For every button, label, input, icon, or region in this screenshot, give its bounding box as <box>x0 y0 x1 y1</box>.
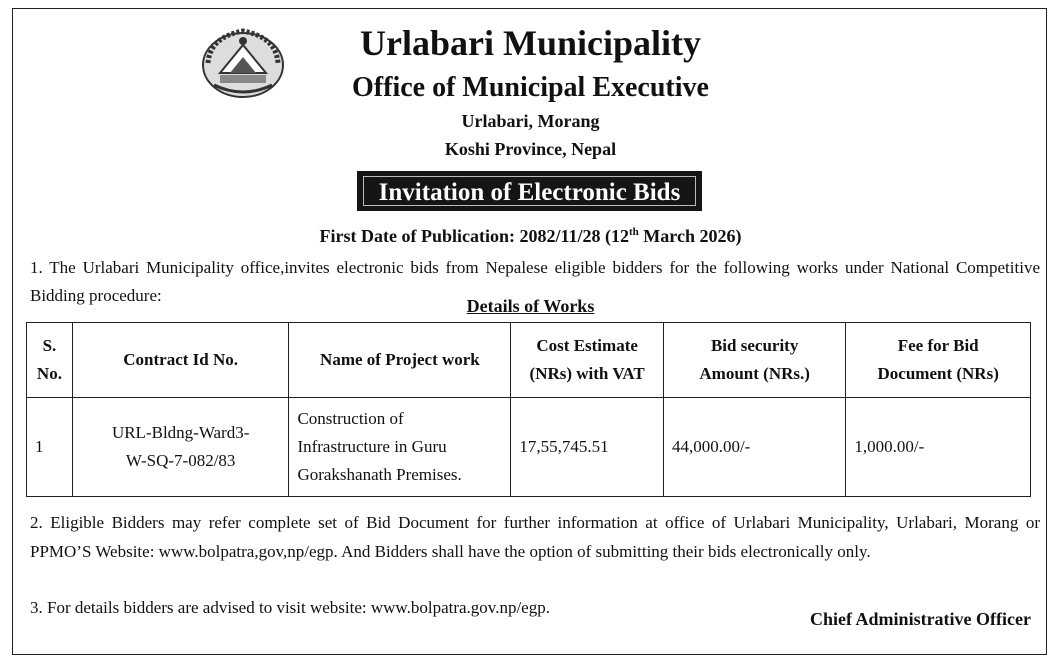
notice-title: Invitation of Electronic Bids <box>363 176 696 206</box>
header-sno-line2: No. <box>36 364 62 383</box>
header-cost-line1: Cost Estimate <box>536 336 638 355</box>
table-row <box>27 398 1031 497</box>
org-name: Urlabari Municipality <box>360 23 701 63</box>
header-security <box>663 323 845 398</box>
paragraph-1-number: 1. <box>30 258 43 277</box>
header-fee-line2: Document (NRs) <box>877 364 999 383</box>
header-sno <box>27 323 73 398</box>
details-caption-text: Details of Works <box>466 296 595 316</box>
address-line-2: Koshi Province, Nepal <box>444 139 617 159</box>
table-header-row <box>27 323 1031 398</box>
office-name: Office of Municipal Executive <box>352 72 709 103</box>
publication-date-prefix: First Date of Publication: 2082/11/28 (12 <box>319 226 630 246</box>
header-fee-line1: Fee for Bid <box>897 336 979 355</box>
cell-contract-line2: W-SQ-7-082/83 <box>125 451 236 470</box>
header-project-name: Name of Project work <box>289 323 511 398</box>
cell-sno: 1 <box>27 398 73 497</box>
cell-contract-id <box>72 398 289 497</box>
header-fee <box>846 323 1031 398</box>
header-security-line1: Bid security <box>710 336 799 355</box>
cell-fee: 1,000.00/- <box>846 398 1031 497</box>
works-table <box>26 322 1031 497</box>
header-sno-line1: S. <box>42 336 57 355</box>
cell-project-line3: Gorakshanath Premises. <box>297 465 462 484</box>
header-cost <box>511 323 664 398</box>
paragraph-3: 3. For details bidders are advised to visit website: www.bolpatra.gov.np/egp. <box>30 598 550 617</box>
cell-cost: 17,55,745.51 <box>511 398 664 497</box>
publication-date-sup: th <box>629 226 639 238</box>
publication-date <box>0 226 1061 247</box>
cell-security: 44,000.00/- <box>663 398 845 497</box>
cell-project-line1: Construction of <box>297 409 404 428</box>
notice-title-banner <box>357 171 702 211</box>
cell-project-line2: Infrastructure in Guru <box>297 437 447 456</box>
details-caption <box>0 296 1061 317</box>
paragraph-1-text: The Urlabari Municipality office,invites electronic bids from Nepalese eligible bidders for the following works under National Competitive Bidding procedure: <box>30 258 1040 305</box>
address-line-1: Urlabari, Morang <box>461 111 600 131</box>
header-contract-id: Contract Id No. <box>72 323 289 398</box>
signature: Chief Administrative Officer <box>810 609 1031 629</box>
cell-contract-line1: URL-Bldng-Ward3- <box>111 423 250 442</box>
header-cost-line2: (NRs) with VAT <box>529 364 645 383</box>
publication-date-suffix: March 2026) <box>638 226 742 246</box>
cell-project-name <box>289 398 511 497</box>
header-security-line2: Amount (NRs.) <box>699 364 810 383</box>
paragraph-2: 2. Eligible Bidders may refer complete set of Bid Document for further information at office of Urlabari Municipality, Urlabari, Morang or PPMO’S Website: www.bolpatra,gov,np/egp. And Bidders shall have the option of submitting their bids electronically only. <box>30 513 1040 561</box>
